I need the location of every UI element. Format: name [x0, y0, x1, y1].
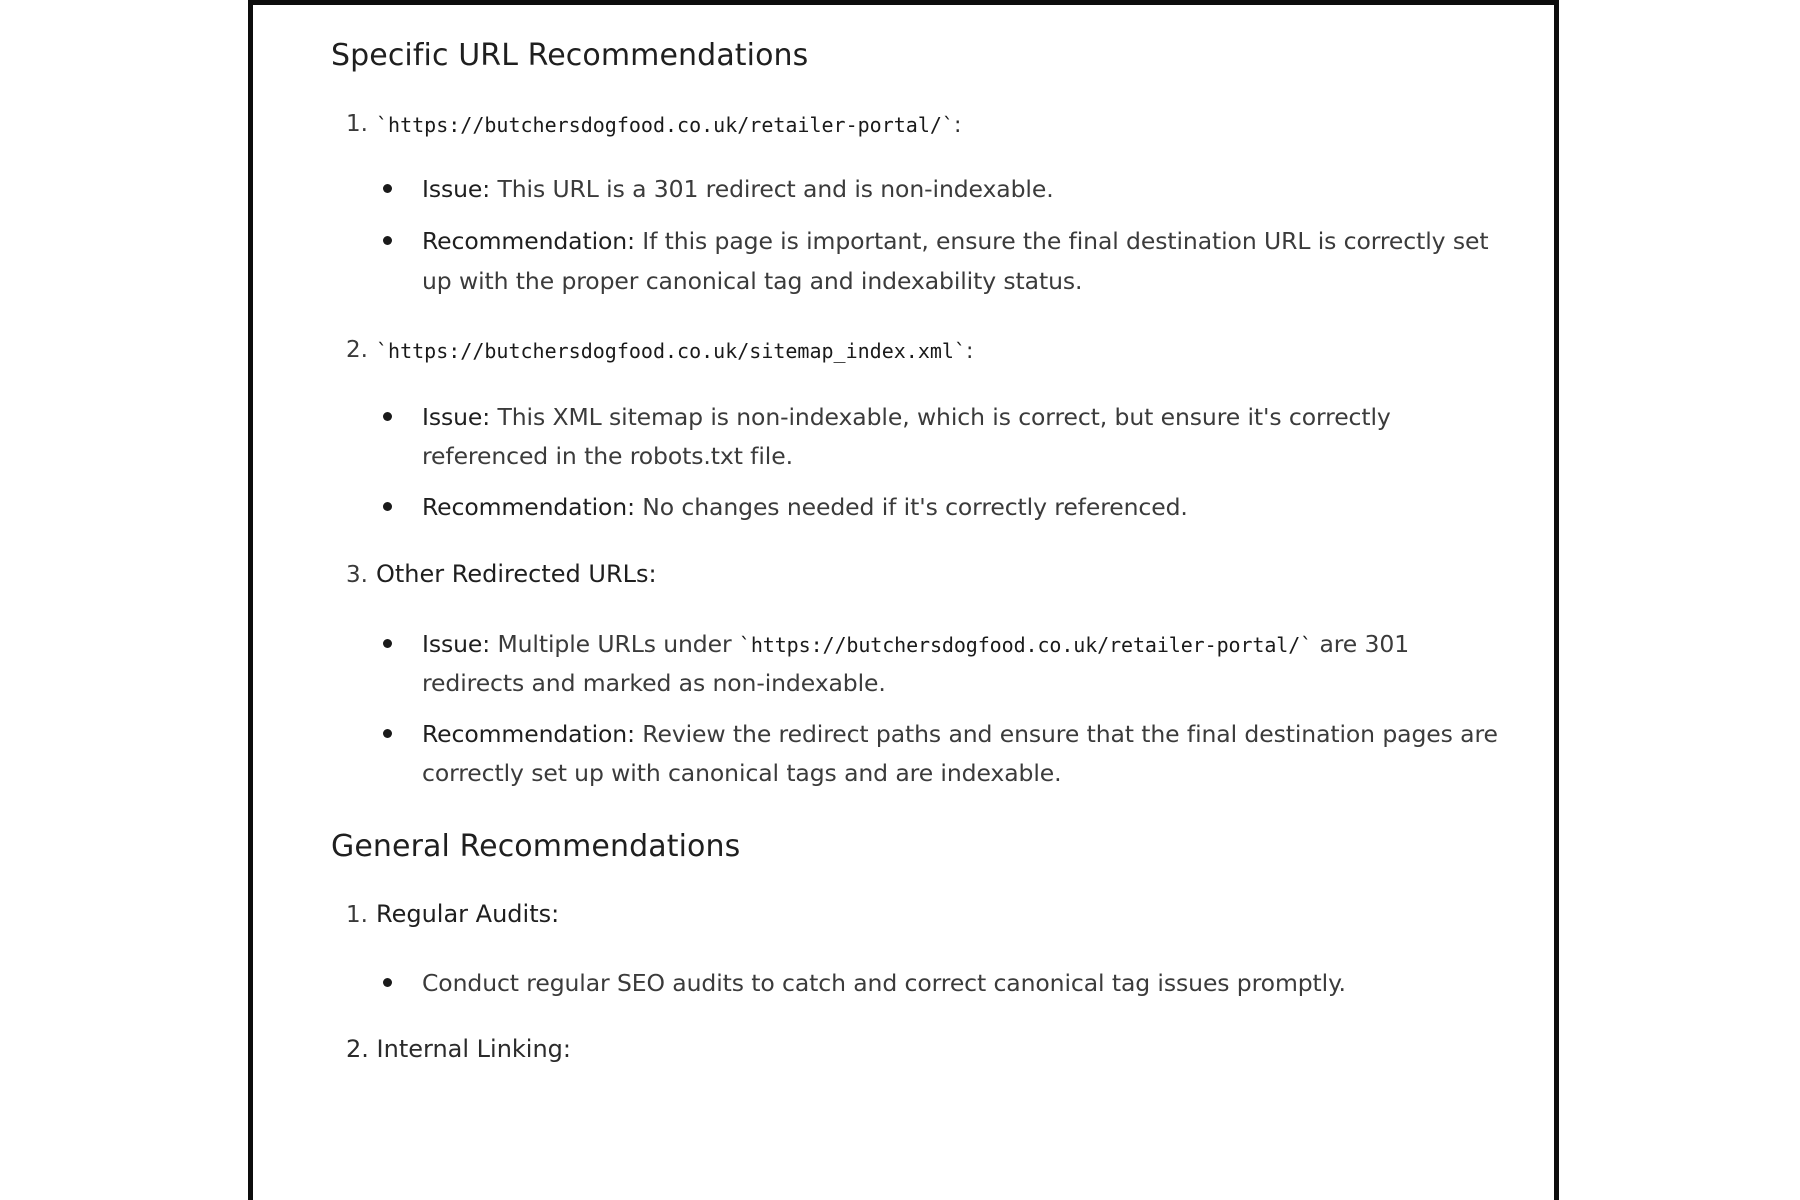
url-suffix: : — [953, 113, 962, 138]
bullet-icon — [383, 236, 392, 245]
recommendation-text — [422, 493, 1188, 521]
screenshot-frame — [248, 0, 1559, 1200]
recommendation-body: If this page is important, ensure the final destination URL is correctly set — [634, 227, 1489, 255]
bullet-icon — [383, 978, 392, 987]
issue-body: This URL is a 301 redirect and is non-indexable. — [490, 175, 1054, 203]
section-heading-specific: Specific URL Recommendations — [331, 38, 809, 73]
recommendation-text-cont: up with the proper canonical tag and indexability status. — [422, 267, 1083, 295]
bullet-icon — [383, 412, 392, 421]
inline-url-code: `https://butchersdogfood.co.uk/retailer-portal/` — [738, 633, 1313, 657]
recommendation-text-cont: correctly set up with canonical tags and are indexable. — [422, 759, 1062, 787]
issue-label: Issue: — [422, 175, 491, 203]
recommendation-body: Review the redirect paths and ensure that the final destination pages are — [634, 720, 1498, 748]
list-number: 2. — [346, 337, 368, 363]
issue-text — [422, 175, 1054, 203]
list-number: 1. — [346, 902, 368, 928]
recommendation-text — [422, 227, 1488, 255]
cutoff-list-item: 2. Internal Linking: — [346, 1035, 571, 1063]
issue-label: Issue: — [422, 630, 491, 658]
bullet-icon — [383, 639, 392, 648]
list-item-url — [376, 339, 973, 364]
recommendation-label: Recommendation: — [422, 227, 635, 255]
issue-body: This XML sitemap is non-indexable, which is correct, but ensure it's correctly — [490, 403, 1391, 431]
bullet-icon — [383, 502, 392, 511]
list-item-title: Regular Audits: — [376, 900, 560, 928]
list-number: 1. — [346, 111, 368, 137]
recommendations-content — [253, 5, 1554, 1200]
issue-label: Issue: — [422, 403, 491, 431]
list-number: 3. — [346, 562, 368, 588]
issue-text-cont: redirects and marked as non-indexable. — [422, 669, 886, 697]
issue-body-end: are 301 — [1312, 630, 1410, 658]
bullet-icon — [383, 184, 392, 193]
list-item-title: Other Redirected URLs: — [376, 560, 657, 588]
recommendation-label: Recommendation: — [422, 493, 635, 521]
bullet-text: Conduct regular SEO audits to catch and correct canonical tag issues promptly. — [422, 969, 1346, 997]
issue-text — [422, 630, 1409, 658]
issue-text-cont: referenced in the robots.txt file. — [422, 442, 793, 470]
url-suffix: : — [966, 339, 974, 364]
url-code: `https://butchersdogfood.co.uk/retailer-portal/` — [376, 113, 954, 137]
issue-body: Multiple URLs under — [490, 630, 739, 658]
bullet-icon — [383, 729, 392, 738]
section-heading-general: General Recommendations — [331, 829, 741, 864]
issue-text — [422, 403, 1391, 431]
url-code: `https://butchersdogfood.co.uk/sitemap_index.xml` — [376, 339, 967, 363]
recommendation-text — [422, 720, 1498, 748]
recommendation-body: No changes needed if it's correctly referenced. — [634, 493, 1188, 521]
list-item-url — [376, 113, 961, 138]
recommendation-label: Recommendation: — [422, 720, 635, 748]
